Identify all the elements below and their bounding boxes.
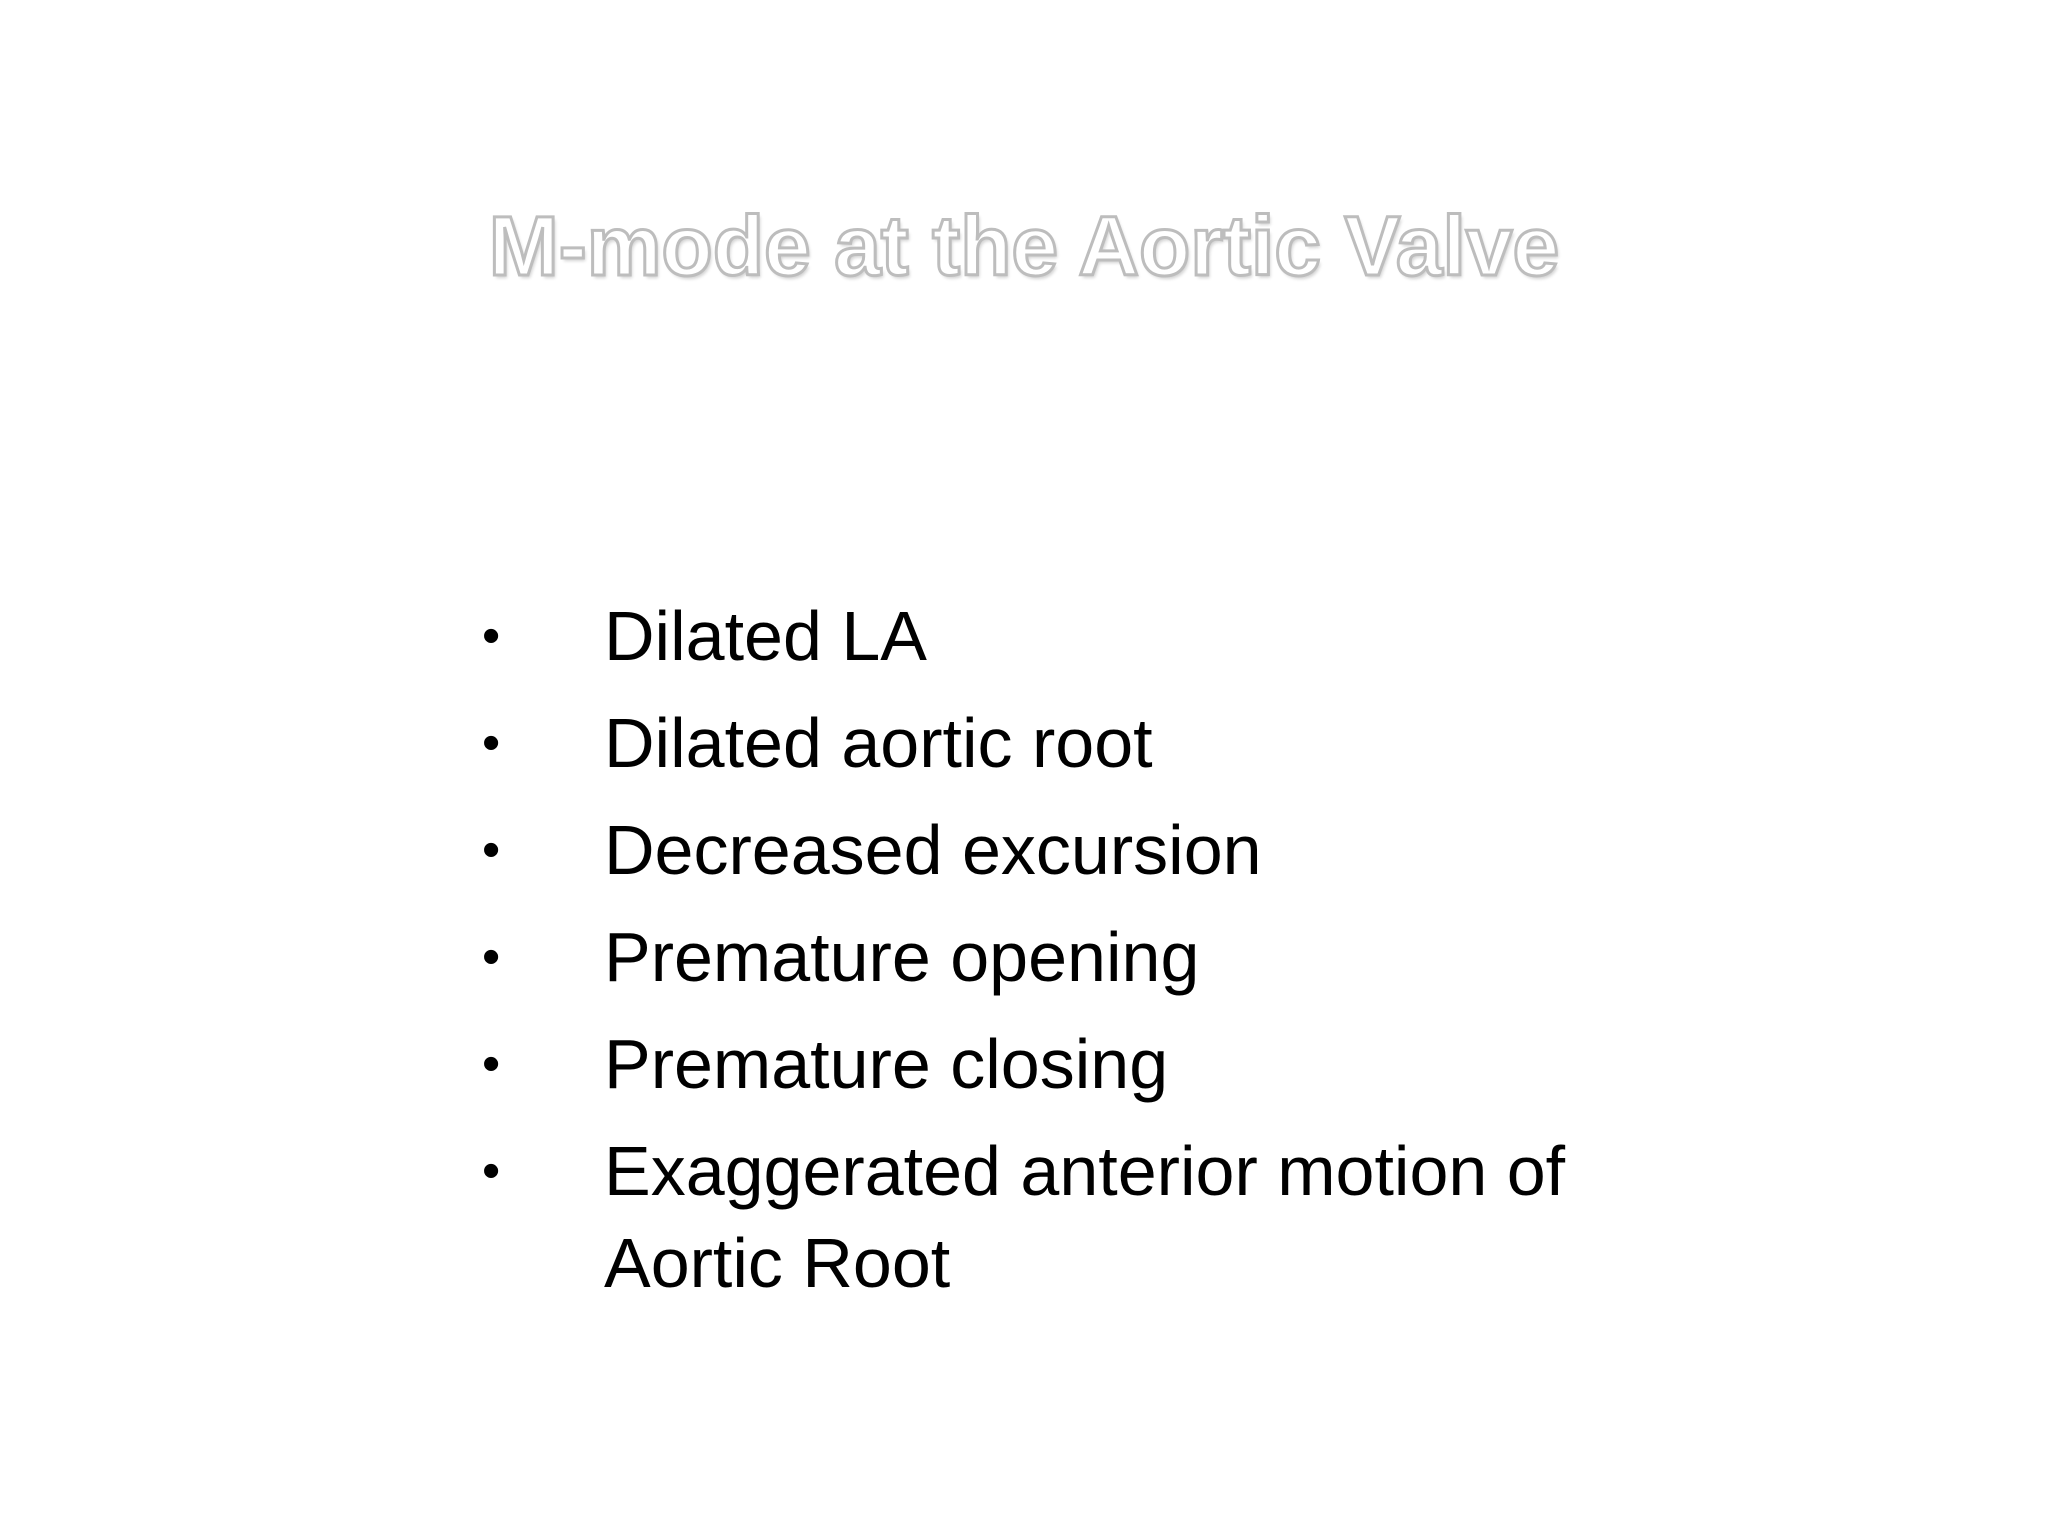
- list-item: [482, 697, 1742, 789]
- list-item: [482, 804, 1742, 896]
- list-item: [482, 1018, 1742, 1110]
- slide-title: M-mode at the Aortic Valve: [488, 199, 1560, 293]
- bullet-text: Dilated aortic root: [604, 704, 1153, 782]
- bullet-text: Premature opening: [604, 918, 1200, 996]
- bullet-text: Premature closing: [604, 1025, 1169, 1103]
- list-item: [482, 911, 1742, 1003]
- bullet-icon: •: [482, 607, 501, 665]
- bullet-text: Dilated LA: [604, 597, 927, 675]
- bullet-text: Exaggerated anterior motion of Aortic Root: [604, 1132, 1566, 1302]
- bullet-icon: •: [482, 1142, 501, 1200]
- list-item: [482, 590, 1742, 682]
- bullet-text: Decreased excursion: [604, 811, 1262, 889]
- bullet-icon: •: [482, 714, 501, 772]
- bullet-icon: •: [482, 928, 501, 986]
- bullet-icon: •: [482, 821, 501, 879]
- list-item: [482, 1125, 1742, 1309]
- bullet-list: [482, 590, 1742, 1324]
- bullet-icon: •: [482, 1035, 501, 1093]
